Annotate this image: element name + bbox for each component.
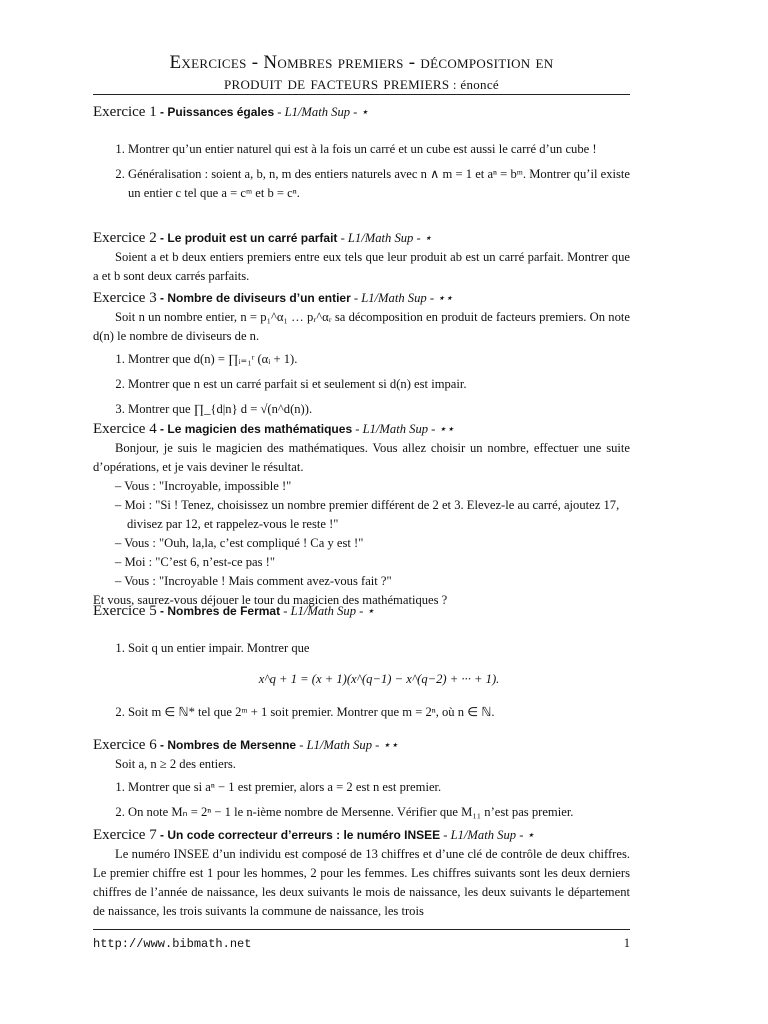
exercise-level: - L1/Math Sup - ⋆ — [440, 828, 535, 842]
question-list — [93, 778, 630, 822]
exercise-heading — [93, 736, 630, 755]
document-page — [93, 0, 630, 1024]
page-number: 1 — [623, 936, 630, 950]
title-line-1: Exercices - Nombres premiers - décomposition en — [169, 52, 554, 73]
question-item: 1. Montrer que si aⁿ − 1 est premier, alors a = 2 est n est premier. — [128, 778, 630, 797]
footer-rule — [93, 929, 630, 930]
question-item: 1. Montrer qu’un entier naturel qui est à la fois un carré et un cube est aussi le carré d’un cube ! — [128, 140, 630, 159]
dialog-line: – Vous : "Incroyable ! Mais comment avez-vous fait ?" — [115, 572, 630, 591]
exercise-text: Le numéro INSEE d’un individu est composé de 13 chiffres et d’une clé de contrôle de deux chiffres. Le premier chiffre est 1 pour les hommes, 2 pour les femmes. Les chiffres suivants sont les deux derniers chiffres de l’année de naissance, les deux suivants le mois de naissance, les deux suivants le département de naissance, les trois suivants la commune de naissance, les trois — [93, 847, 630, 918]
exercise-6 — [93, 736, 630, 828]
question-item: 2. Généralisation : soient a, b, n, m des entiers naturels avec n ∧ m = 1 et aⁿ = bᵐ. Montrer qu’il existe un entier c tel que a = cᵐ et b = cⁿ. — [128, 165, 630, 203]
footer-link[interactable]: http://www.bibmath.net — [93, 937, 252, 951]
dialog-line: – Moi : "Si ! Tenez, choisissez un nombre premier différent de 2 et 3. Elevez-le au carré, ajoutez 17, divisez par 12, et rappelez-vous le reste !" — [115, 496, 630, 534]
title-line-2: produit de facteurs premiers — [223, 73, 450, 94]
question-list — [93, 350, 630, 419]
question-text: Soit q un entier impair. Montrer que — [128, 641, 310, 655]
exercise-number: Exercice 7 — [93, 827, 157, 843]
title-rule — [93, 94, 630, 95]
exercise-title: - Nombres de Mersenne — [156, 738, 297, 752]
question-item: 2. Soit m ∈ ℕ* tel que 2ᵐ + 1 soit premier. Montrer que m = 2ⁿ, où n ∈ ℕ. — [128, 703, 630, 722]
question-item: 1. Montrer que d(n) = ∏ᵢ₌₁ʳ (αᵢ + 1). — [128, 350, 630, 369]
dialog-line: – Vous : "Incroyable, impossible !" — [115, 477, 630, 496]
question-item: 2. Montrer que n est un carré parfait si et seulement si d(n) est impair. — [128, 375, 630, 394]
formula: x^q + 1 = (x + 1)(x^(q−1) − x^(q−2) + ··· + 1). — [258, 672, 500, 686]
exercise-title: - Le produit est un carré parfait — [156, 231, 338, 245]
exercise-title: - Nombres de Fermat — [156, 604, 281, 618]
exercise-heading — [93, 289, 630, 308]
exercise-text: Bonjour, je suis le magicien des mathématiques. Vous allez choisir un nombre, effectuer une suite d’opérations, et je vais deviner le résultat. — [93, 441, 630, 474]
exercise-level: - L1/Math Sup - ⋆⋆ — [352, 422, 455, 436]
exercise-7 — [93, 826, 630, 921]
exercise-number: Exercice 4 — [93, 421, 157, 437]
exercise-title: - Un code correcteur d’erreurs : le numéro INSEE — [156, 828, 441, 842]
exercise-number: Exercice 5 — [93, 603, 157, 619]
page-title — [93, 52, 630, 95]
question-item — [128, 639, 630, 689]
page-footer — [93, 936, 630, 951]
exercise-heading — [93, 602, 630, 621]
exercise-heading — [93, 420, 630, 439]
exercise-number: Exercice 3 — [93, 290, 157, 306]
exercise-number: Exercice 2 — [93, 230, 157, 246]
exercise-2 — [93, 229, 630, 286]
exercise-level: - L1/Math Sup - ⋆ — [274, 105, 369, 119]
dialog-list — [93, 477, 630, 591]
exercise-1 — [93, 103, 630, 209]
exercise-title: - Nombre de diviseurs d’un entier — [156, 291, 351, 305]
exercise-4 — [93, 420, 630, 610]
exercise-5 — [93, 602, 630, 728]
exercise-heading — [93, 103, 630, 122]
exercise-text: Soit n un nombre entier, n = p₁^α₁ … pᵣ^αᵣ sa décomposition en produit de facteurs premiers. On note d(n) le nombre de diviseurs de n. — [93, 310, 630, 343]
exercise-number: Exercice 1 — [93, 104, 157, 120]
exercise-level: - L1/Math Sup - ⋆⋆ — [296, 738, 399, 752]
dialog-line: – Moi : "C’est 6, n’est-ce pas !" — [115, 553, 630, 572]
question-item: 2. On note Mₙ = 2ⁿ − 1 le n-ième nombre de Mersenne. Vérifier que M₁₁ n’est pas premier. — [128, 803, 630, 822]
exercise-title: - Puissances égales — [156, 105, 275, 119]
exercise-heading — [93, 826, 630, 845]
exercise-number: Exercice 6 — [93, 737, 157, 753]
question-item: 3. Montrer que ∏_{d|n} d = √(n^d(n)). — [128, 400, 630, 419]
question-list — [93, 639, 630, 722]
title-suffix: : énoncé — [449, 77, 499, 92]
exercise-closing: Et vous, saurez-vous déjouer le tour du magicien des mathématiques ? — [93, 593, 448, 607]
exercise-3 — [93, 289, 630, 425]
exercise-heading — [93, 229, 630, 248]
exercise-level: - L1/Math Sup - ⋆ — [337, 231, 432, 245]
exercise-text: Soient a et b deux entiers premiers entre eux tels que leur produit ab est un carré parfait. Montrer que a et b sont deux carrés parfaits. — [93, 250, 630, 283]
exercise-text: Soit a, n ≥ 2 des entiers. — [115, 757, 236, 771]
exercise-title: - Le magicien des mathématiques — [156, 422, 353, 436]
dialog-line: – Vous : "Ouh, la,la, c’est compliqué ! Ca y est !" — [115, 534, 630, 553]
exercise-level: - L1/Math Sup - ⋆ — [280, 604, 375, 618]
question-list — [93, 140, 630, 203]
exercise-level: - L1/Math Sup - ⋆⋆ — [350, 291, 453, 305]
